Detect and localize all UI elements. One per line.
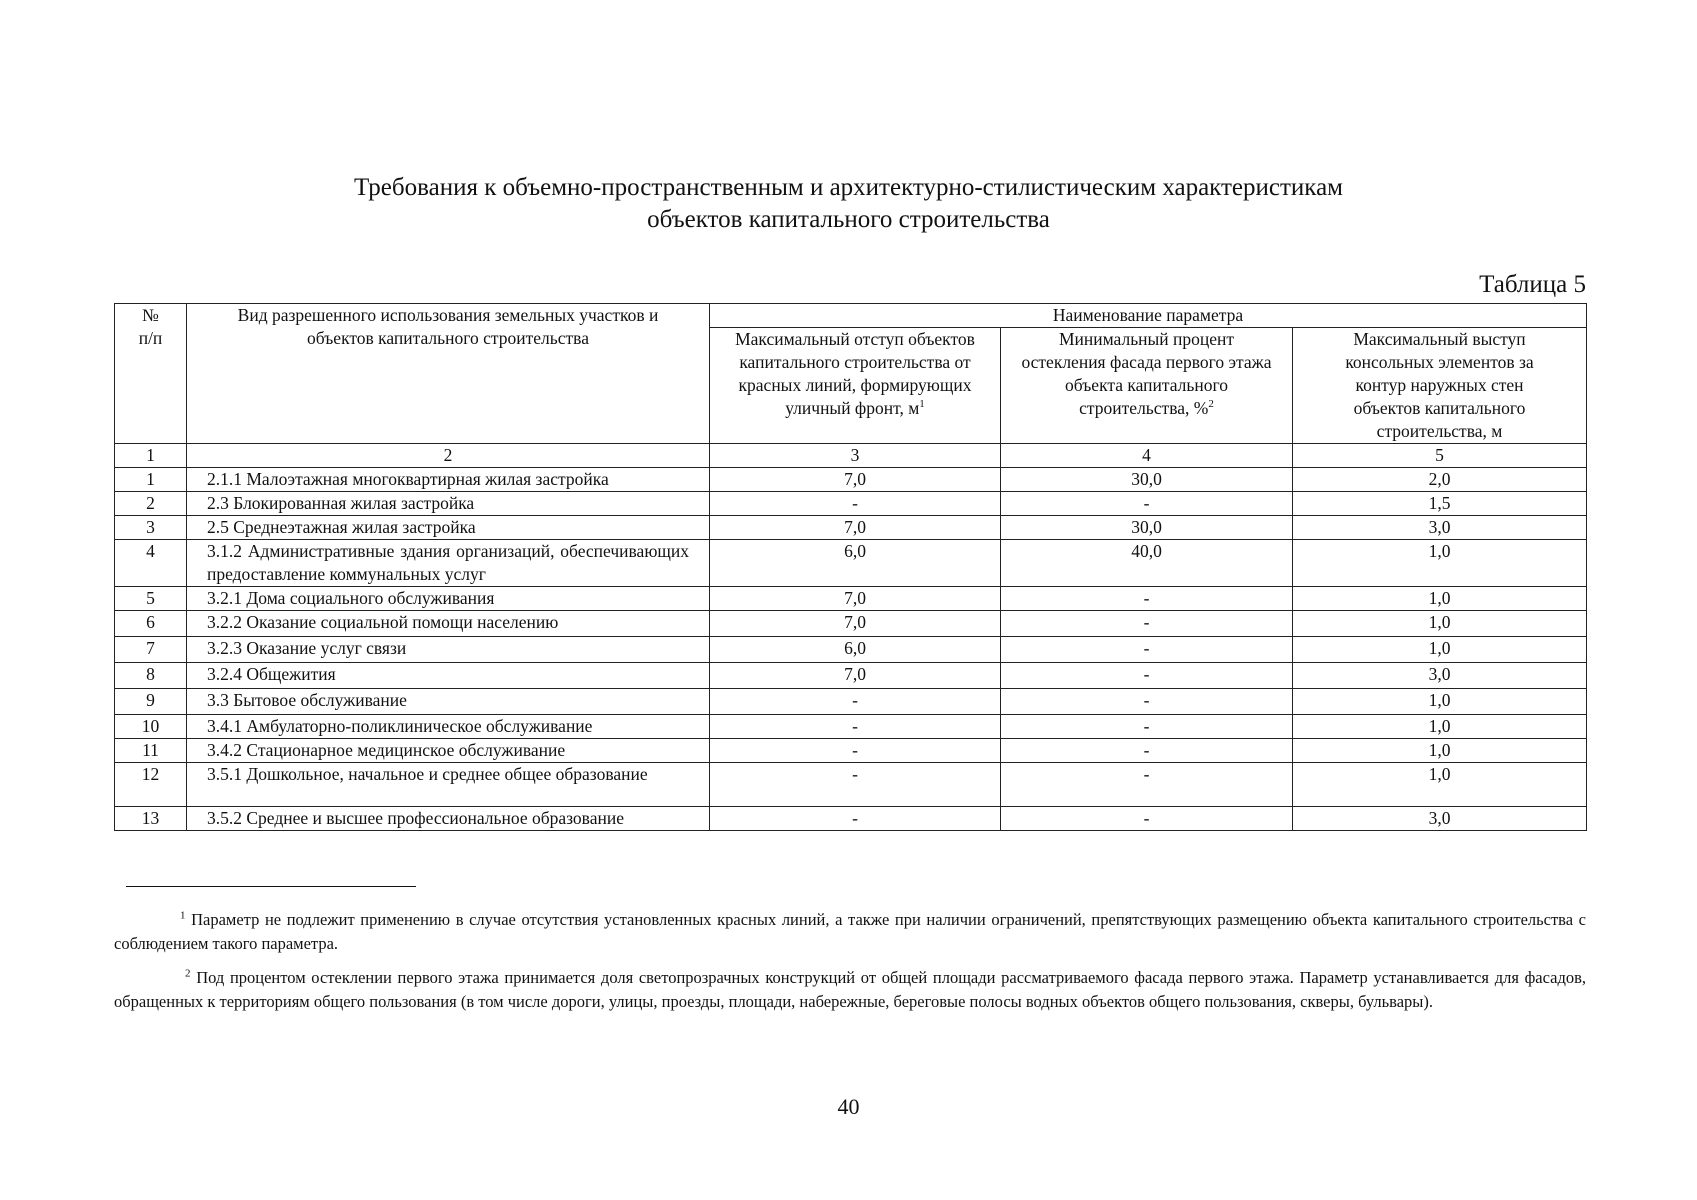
row-min-glazing: - bbox=[1001, 492, 1293, 516]
footnote-separator bbox=[126, 886, 416, 887]
title-line-1: Требования к объемно-пространственным и архитектурно-стилистическим характеристикам bbox=[353, 174, 1343, 201]
row-max-projection: 3,0 bbox=[1293, 807, 1587, 831]
row-use-type: 3.1.2 Административные здания организаций, обеспечивающих предоставление коммунальных услуг bbox=[187, 540, 710, 587]
row-use-type: 3.4.1 Амбулаторно-поликлиническое обслуживание bbox=[187, 715, 710, 739]
header-col4: Минимальный процент остекления фасада первого этажа объекта капитального строительства, %$^2$ bbox=[1001, 328, 1293, 444]
table-row bbox=[115, 516, 1587, 540]
row-max-projection: 1,0 bbox=[1293, 715, 1587, 739]
row-number: 4 bbox=[115, 540, 187, 587]
row-min-glazing: - bbox=[1001, 611, 1293, 637]
row-min-glazing: - bbox=[1001, 807, 1293, 831]
table-row bbox=[115, 492, 1587, 516]
header-col5: Максимальный выступ консольных элементов за контур наружных стен объектов капитального строительства, м bbox=[1293, 328, 1587, 444]
title-line-2: объектов капитального строительства bbox=[647, 206, 1050, 233]
row-use-type: 3.2.1 Дома социального обслуживания bbox=[187, 587, 710, 611]
row-use-type: 2.5 Среднеэтажная жилая застройка bbox=[187, 516, 710, 540]
row-max-setback: - bbox=[710, 807, 1001, 831]
table-row bbox=[115, 663, 1587, 689]
row-max-setback: 6,0 bbox=[710, 540, 1001, 587]
row-number: 13 bbox=[115, 807, 187, 831]
table-row bbox=[115, 611, 1587, 637]
row-max-projection: 1,0 bbox=[1293, 540, 1587, 587]
row-max-projection: 1,0 bbox=[1293, 689, 1587, 715]
row-number: 1 bbox=[115, 468, 187, 492]
row-number: 10 bbox=[115, 715, 187, 739]
row-min-glazing: 30,0 bbox=[1001, 516, 1293, 540]
row-max-setback: - bbox=[710, 715, 1001, 739]
table-label: Таблица 5 bbox=[1479, 271, 1586, 298]
row-number: 3 bbox=[115, 516, 187, 540]
header-number: № п/п bbox=[115, 304, 187, 444]
header-col3: Максимальный отступ объектов капитального строительства от красных линий, формирующих уличный фронт, $м^1$ bbox=[710, 328, 1001, 444]
row-max-setback: - bbox=[710, 763, 1001, 807]
row-use-type: 3.5.1 Дошкольное, начальное и среднее общее образование bbox=[187, 763, 710, 807]
row-max-setback: - bbox=[710, 492, 1001, 516]
row-use-type: 3.5.2 Среднее и высшее профессиональное образование bbox=[187, 807, 710, 831]
table-row bbox=[115, 587, 1587, 611]
row-max-setback: - bbox=[710, 689, 1001, 715]
table-row bbox=[115, 807, 1587, 831]
row-number: 7 bbox=[115, 637, 187, 663]
col-number-2: 2 bbox=[187, 444, 710, 468]
page-number: 40 bbox=[837, 1094, 860, 1119]
row-min-glazing: - bbox=[1001, 689, 1293, 715]
row-max-projection: 3,0 bbox=[1293, 516, 1587, 540]
row-max-projection: 1,0 bbox=[1293, 763, 1587, 807]
row-max-setback: - bbox=[710, 739, 1001, 763]
col-number-1: 1 bbox=[115, 444, 187, 468]
document-title bbox=[0, 172, 1697, 236]
row-number: 2 bbox=[115, 492, 187, 516]
table-row bbox=[115, 763, 1587, 807]
row-max-projection: 1,0 bbox=[1293, 587, 1587, 611]
row-max-setback: 6,0 bbox=[710, 637, 1001, 663]
row-number: 5 bbox=[115, 587, 187, 611]
row-max-setback: 7,0 bbox=[710, 468, 1001, 492]
row-min-glazing: - bbox=[1001, 587, 1293, 611]
row-max-projection: 2,0 bbox=[1293, 468, 1587, 492]
row-max-setback: 7,0 bbox=[710, 611, 1001, 637]
header-param-group: Наименование параметра bbox=[710, 304, 1587, 328]
footnote-2: $^2$ Под процентом остеклении первого этажа принимается доля светопрозрачных конструкций от общей площади рассматриваемого фасада первого этажа. Параметр устанавливается для фасадов, обращенных к территориям общего пользования (в том числе дороги, улицы, проезды, площади, набережные, береговые полосы водных объектов общего пользования, скверы, бульвары). bbox=[114, 967, 1587, 1011]
row-min-glazing: 30,0 bbox=[1001, 468, 1293, 492]
row-use-type: 3.2.2 Оказание социальной помощи населению bbox=[187, 611, 710, 637]
row-use-type: 3.2.3 Оказание услуг связи bbox=[187, 637, 710, 663]
column-numbers-row bbox=[115, 444, 1587, 468]
row-max-setback: 7,0 bbox=[710, 516, 1001, 540]
table-row bbox=[115, 715, 1587, 739]
row-min-glazing: - bbox=[1001, 763, 1293, 807]
row-min-glazing: - bbox=[1001, 739, 1293, 763]
row-use-type: 3.4.2 Стационарное медицинское обслуживание bbox=[187, 739, 710, 763]
row-number: 8 bbox=[115, 663, 187, 689]
footnote-1: $^1$ Параметр не подлежит применению в случае отсутствия установленных красных линий, а также при наличии ограничений, препятствующих размещению объекта капитального строительства с соблюдением такого параметра. bbox=[114, 909, 1587, 953]
row-min-glazing: 40,0 bbox=[1001, 540, 1293, 587]
row-max-projection: 3,0 bbox=[1293, 663, 1587, 689]
table-row bbox=[115, 739, 1587, 763]
row-max-projection: 1,0 bbox=[1293, 637, 1587, 663]
row-number: 9 bbox=[115, 689, 187, 715]
row-number: 11 bbox=[115, 739, 187, 763]
col-number-4: 4 bbox=[1001, 444, 1293, 468]
row-max-projection: 1,5 bbox=[1293, 492, 1587, 516]
row-use-type: 2.3 Блокированная жилая застройка bbox=[187, 492, 710, 516]
col-number-5: 5 bbox=[1293, 444, 1587, 468]
col-number-3: 3 bbox=[710, 444, 1001, 468]
table-row bbox=[115, 637, 1587, 663]
row-min-glazing: - bbox=[1001, 715, 1293, 739]
row-max-setback: 7,0 bbox=[710, 587, 1001, 611]
table-row bbox=[115, 540, 1587, 587]
header-use-type: Вид разрешенного использования земельных участков и объектов капитального строительства bbox=[187, 304, 710, 444]
table-row bbox=[115, 689, 1587, 715]
row-use-type: 3.2.4 Общежития bbox=[187, 663, 710, 689]
row-use-type: 2.1.1 Малоэтажная многоквартирная жилая застройка bbox=[187, 468, 710, 492]
row-use-type: 3.3 Бытовое обслуживание bbox=[187, 689, 710, 715]
row-max-projection: 1,0 bbox=[1293, 611, 1587, 637]
row-max-setback: 7,0 bbox=[710, 663, 1001, 689]
requirements-table bbox=[114, 303, 1587, 831]
row-max-projection: 1,0 bbox=[1293, 739, 1587, 763]
row-min-glazing: - bbox=[1001, 637, 1293, 663]
row-min-glazing: - bbox=[1001, 663, 1293, 689]
row-number: 6 bbox=[115, 611, 187, 637]
row-number: 12 bbox=[115, 763, 187, 807]
table-row bbox=[115, 468, 1587, 492]
